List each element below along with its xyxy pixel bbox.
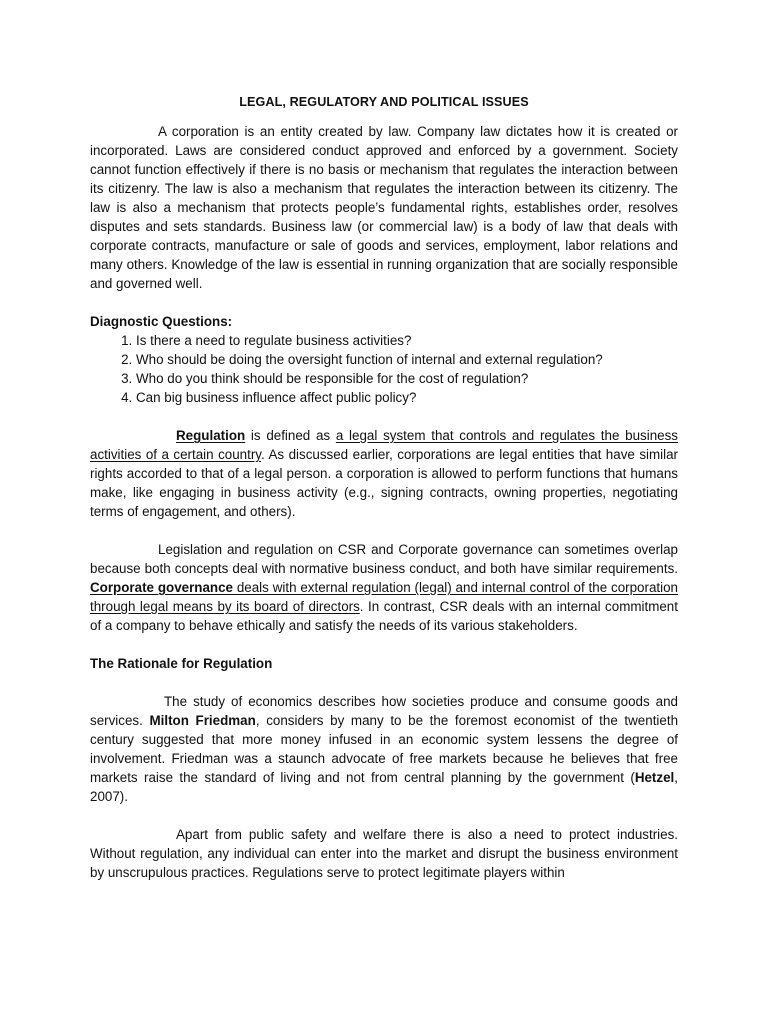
regulation-definition: a legal system that controls and regulates the business activities of a certain country <box>90 428 678 462</box>
regulation-rest: . As discussed earlier, corporations are legal entities that have similar rights accorded to that of a legal person. a corporation is allowed to perform functions that humans make, like engaging in business activity (e.g., signing contracts, owning properties, negotiating terms of engagement, and others). <box>90 447 678 519</box>
economics-body: , considers by many to be the foremost economist of the twentieth century suggested that more money infused in an economic system lessens the degree of involvement. Friedman was a staunch advocate of free markets because he believes that free markets raise the standard of living and not from central planning by the government ( <box>90 713 679 785</box>
economics-end: , 2007). <box>90 770 678 804</box>
regulation-connector: is defined as <box>245 428 336 443</box>
economics-lead: The study of economics describes how societies produce and consume goods and services. <box>90 694 678 728</box>
intro-paragraph: A corporation is an entity created by law. Company law dictates how it is created or incorporated. Laws are considered conduct approved and enforced by a government. Society cannot function effectively if there is no basis or mechanism that regulates the interaction between its citizenry. The law is also a mechanism that regulates the interaction between its citizenry. The law is also a mechanism that protects people’s fundamental rights, establishes order, resolves disputes and sets standards. Business law (or commercial law) is a body of law that deals with corporate contracts, manufacture or sale of goods and services, employment, labor relations and many others. Knowledge of the law is essential in running organization that are socially responsible and governed well. <box>90 124 678 291</box>
diagnostic-question: 2. Who should be doing the oversight function of internal and external regulation? <box>136 350 678 369</box>
spacer <box>90 407 678 426</box>
spacer <box>90 635 678 654</box>
corporate-governance-term: Corporate governance <box>90 580 233 595</box>
diagnostic-heading: Diagnostic Questions: <box>90 314 233 329</box>
hetzel-citation: Hetzel <box>634 770 675 785</box>
spacer <box>90 673 678 692</box>
diagnostic-question-list <box>90 331 678 407</box>
csr-lead: Legislation and regulation on CSR and Corporate governance can sometimes overlap because both concepts deal with normative business conduct, and both have similar requirements. <box>90 542 678 576</box>
document-title: LEGAL, REGULATORY AND POLITICAL ISSUES <box>239 95 529 109</box>
rationale-heading: The Rationale for Regulation <box>90 656 273 671</box>
regulation-paragraph <box>90 426 678 521</box>
friedman-name: Milton Friedman <box>149 713 256 728</box>
csr-paragraph <box>90 540 678 635</box>
diagnostic-question: 1. Is there a need to regulate business activities? <box>136 331 678 350</box>
spacer <box>90 806 678 825</box>
csr-rest: . In contrast, CSR deals with an internal commitment of a company to behave ethically and satisfy the needs of its various stakeholders. <box>90 599 678 633</box>
diagnostic-question: 3. Who do you think should be responsible for the cost of regulation? <box>136 369 678 388</box>
spacer <box>90 521 678 540</box>
diagnostic-question: 4. Can big business influence affect public policy? <box>136 388 678 407</box>
corporate-governance-definition: deals with external regulation (legal) and internal control of the corporation through legal means by its board of directors <box>90 580 678 614</box>
economics-paragraph <box>90 692 678 806</box>
spacer <box>90 293 678 312</box>
protection-paragraph: Apart from public safety and welfare there is also a need to protect industries. Without regulation, any individual can enter into the market and disrupt the business environment by unscrupulous practices. Regulations serve to protect legitimate players within <box>90 827 678 880</box>
regulation-term: Regulation <box>176 428 246 443</box>
